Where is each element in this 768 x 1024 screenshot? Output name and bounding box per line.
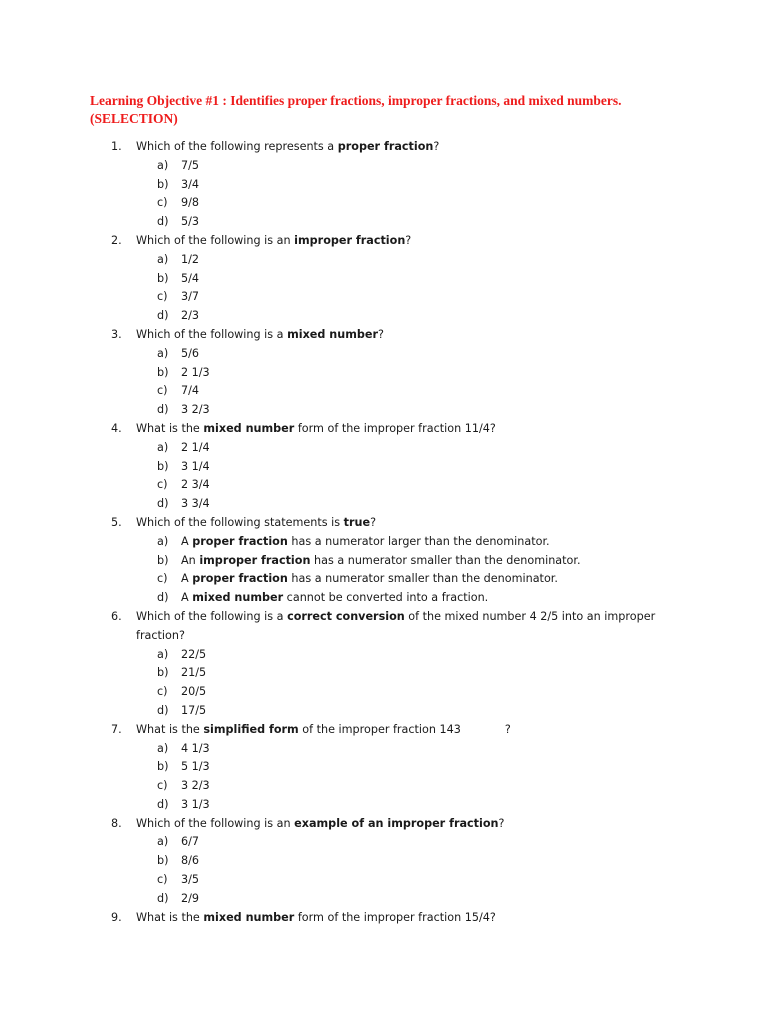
question-4 — [0, 420, 768, 514]
option-text: 1/2 — [181, 252, 200, 266]
option-letter: d) — [157, 215, 169, 229]
option-text: 3 2/3 — [181, 779, 210, 793]
question-line — [0, 138, 768, 157]
option-item — [0, 852, 768, 871]
option-item — [0, 364, 768, 383]
option-letter: d) — [157, 497, 169, 511]
option-text: 9/8 — [181, 196, 200, 210]
option-letter: d) — [157, 591, 169, 605]
option-letter: b) — [157, 459, 169, 473]
option-text: 22/5 — [181, 647, 207, 661]
heading-line-1: Learning Objective #1 : Identifies proper fractions, improper fractions, and mixed numbers. — [90, 93, 622, 108]
option-item — [0, 758, 768, 777]
question-6 — [0, 608, 768, 721]
question-list — [0, 138, 768, 927]
question-text: Which of the following is a correct conversion of the mixed number 4 2/5 into an improper — [136, 609, 656, 623]
option-item — [0, 740, 768, 759]
option-item — [0, 890, 768, 909]
option-text: An improper fraction has a numerator smaller than the denominator. — [181, 553, 581, 567]
option-letter: d) — [157, 403, 169, 417]
option-item — [0, 401, 768, 420]
question-number: 2. — [111, 233, 122, 247]
option-text: 2/3 — [181, 309, 200, 323]
question-line — [0, 815, 768, 834]
option-text: 5/4 — [181, 271, 200, 285]
option-item — [0, 589, 768, 608]
question-number: 3. — [111, 327, 122, 341]
option-text: 20/5 — [181, 685, 207, 699]
learning-objective-heading — [90, 92, 690, 128]
option-text: 3 2/3 — [181, 403, 210, 417]
option-letter: a) — [157, 647, 169, 661]
question-line — [0, 514, 768, 533]
question-text: Which of the following is an improper fraction? — [136, 233, 412, 247]
option-letter: b) — [157, 365, 169, 379]
option-letter: a) — [157, 835, 169, 849]
question-number: 9. — [111, 910, 122, 924]
option-letter: b) — [157, 177, 169, 191]
question-line — [0, 232, 768, 251]
question-1 — [0, 138, 768, 232]
question-line — [0, 721, 768, 740]
option-text: 3 1/4 — [181, 459, 210, 473]
option-item — [0, 476, 768, 495]
option-item — [0, 871, 768, 890]
option-text: 3/4 — [181, 177, 200, 191]
question-9 — [0, 909, 768, 928]
option-item — [0, 288, 768, 307]
question-number: 5. — [111, 515, 122, 529]
question-text: Which of the following represents a proper fraction? — [136, 140, 440, 153]
option-text: 2/9 — [181, 891, 200, 905]
option-item — [0, 458, 768, 477]
option-item — [0, 646, 768, 665]
option-item — [0, 176, 768, 195]
option-item — [0, 439, 768, 458]
option-text: A proper fraction has a numerator larger than the denominator. — [181, 534, 550, 548]
option-item — [0, 833, 768, 852]
question-text: Which of the following is a mixed number? — [136, 327, 384, 341]
option-item — [0, 270, 768, 289]
option-letter: a) — [157, 158, 169, 172]
question-line — [0, 608, 768, 627]
option-text: 5/3 — [181, 215, 200, 229]
option-item — [0, 683, 768, 702]
option-item — [0, 796, 768, 815]
option-text: 7/4 — [181, 384, 200, 398]
option-item — [0, 157, 768, 176]
option-item — [0, 664, 768, 683]
question-number: 1. — [111, 140, 122, 153]
option-letter: c) — [157, 572, 168, 586]
question-line-continued — [0, 627, 768, 646]
option-item — [0, 345, 768, 364]
option-letter: a) — [157, 346, 169, 360]
heading-line-2: (SELECTION) — [90, 111, 178, 126]
option-letter: c) — [157, 779, 168, 793]
question-3 — [0, 326, 768, 420]
option-text: 5/6 — [181, 346, 200, 360]
option-letter: c) — [157, 196, 168, 210]
option-item — [0, 251, 768, 270]
option-item — [0, 382, 768, 401]
option-text: 8/6 — [181, 854, 200, 868]
question-number: 4. — [111, 421, 122, 435]
option-letter: c) — [157, 478, 168, 492]
question-number: 6. — [111, 609, 122, 623]
option-letter: a) — [157, 440, 169, 454]
option-text: 2 1/3 — [181, 365, 210, 379]
option-text: 3 3/4 — [181, 497, 210, 511]
option-item — [0, 213, 768, 232]
option-letter: b) — [157, 854, 169, 868]
option-text: 17/5 — [181, 703, 207, 717]
option-item — [0, 495, 768, 514]
question-7 — [0, 721, 768, 815]
option-item — [0, 194, 768, 213]
option-letter: b) — [157, 666, 169, 680]
option-item — [0, 777, 768, 796]
option-text: 2 3/4 — [181, 478, 210, 492]
option-letter: c) — [157, 384, 168, 398]
option-item — [0, 570, 768, 589]
option-letter: d) — [157, 891, 169, 905]
option-letter: b) — [157, 760, 169, 774]
question-text: What is the mixed number form of the improper fraction 15/4? — [136, 910, 496, 924]
option-item — [0, 552, 768, 571]
option-text: 3/7 — [181, 290, 200, 304]
question-text-continued: fraction? — [136, 628, 185, 642]
question-number: 8. — [111, 816, 122, 830]
question-2 — [0, 232, 768, 326]
question-number: 7. — [111, 722, 122, 736]
option-letter: d) — [157, 797, 169, 811]
question-line — [0, 326, 768, 345]
option-text: 21/5 — [181, 666, 207, 680]
option-letter: a) — [157, 252, 169, 266]
option-letter: a) — [157, 741, 169, 755]
question-text: Which of the following statements is true? — [136, 515, 377, 529]
option-text: A mixed number cannot be converted into a fraction. — [181, 591, 489, 605]
option-letter: c) — [157, 685, 168, 699]
question-text: What is the mixed number form of the improper fraction 11/4? — [136, 421, 496, 435]
option-letter: c) — [157, 290, 168, 304]
option-letter: c) — [157, 873, 168, 887]
option-text: 7/5 — [181, 158, 200, 172]
option-item — [0, 307, 768, 326]
option-text: 3 1/3 — [181, 797, 210, 811]
option-text: 2 1/4 — [181, 440, 210, 454]
option-text: A proper fraction has a numerator smaller than the denominator. — [181, 572, 558, 586]
question-5 — [0, 514, 768, 608]
option-text: 6/7 — [181, 835, 200, 849]
option-text: 3/5 — [181, 873, 200, 887]
option-text: 5 1/3 — [181, 760, 210, 774]
option-letter: d) — [157, 703, 169, 717]
question-8 — [0, 815, 768, 909]
question-text: What is the simplified form of the improper fraction 143 ? — [136, 722, 511, 736]
question-line — [0, 909, 768, 928]
option-item — [0, 702, 768, 721]
option-text: 4 1/3 — [181, 741, 210, 755]
option-letter: b) — [157, 271, 169, 285]
question-line — [0, 420, 768, 439]
option-letter: b) — [157, 553, 169, 567]
option-item — [0, 533, 768, 552]
question-text: Which of the following is an example of an improper fraction? — [136, 816, 505, 830]
option-letter: a) — [157, 534, 169, 548]
option-letter: d) — [157, 309, 169, 323]
